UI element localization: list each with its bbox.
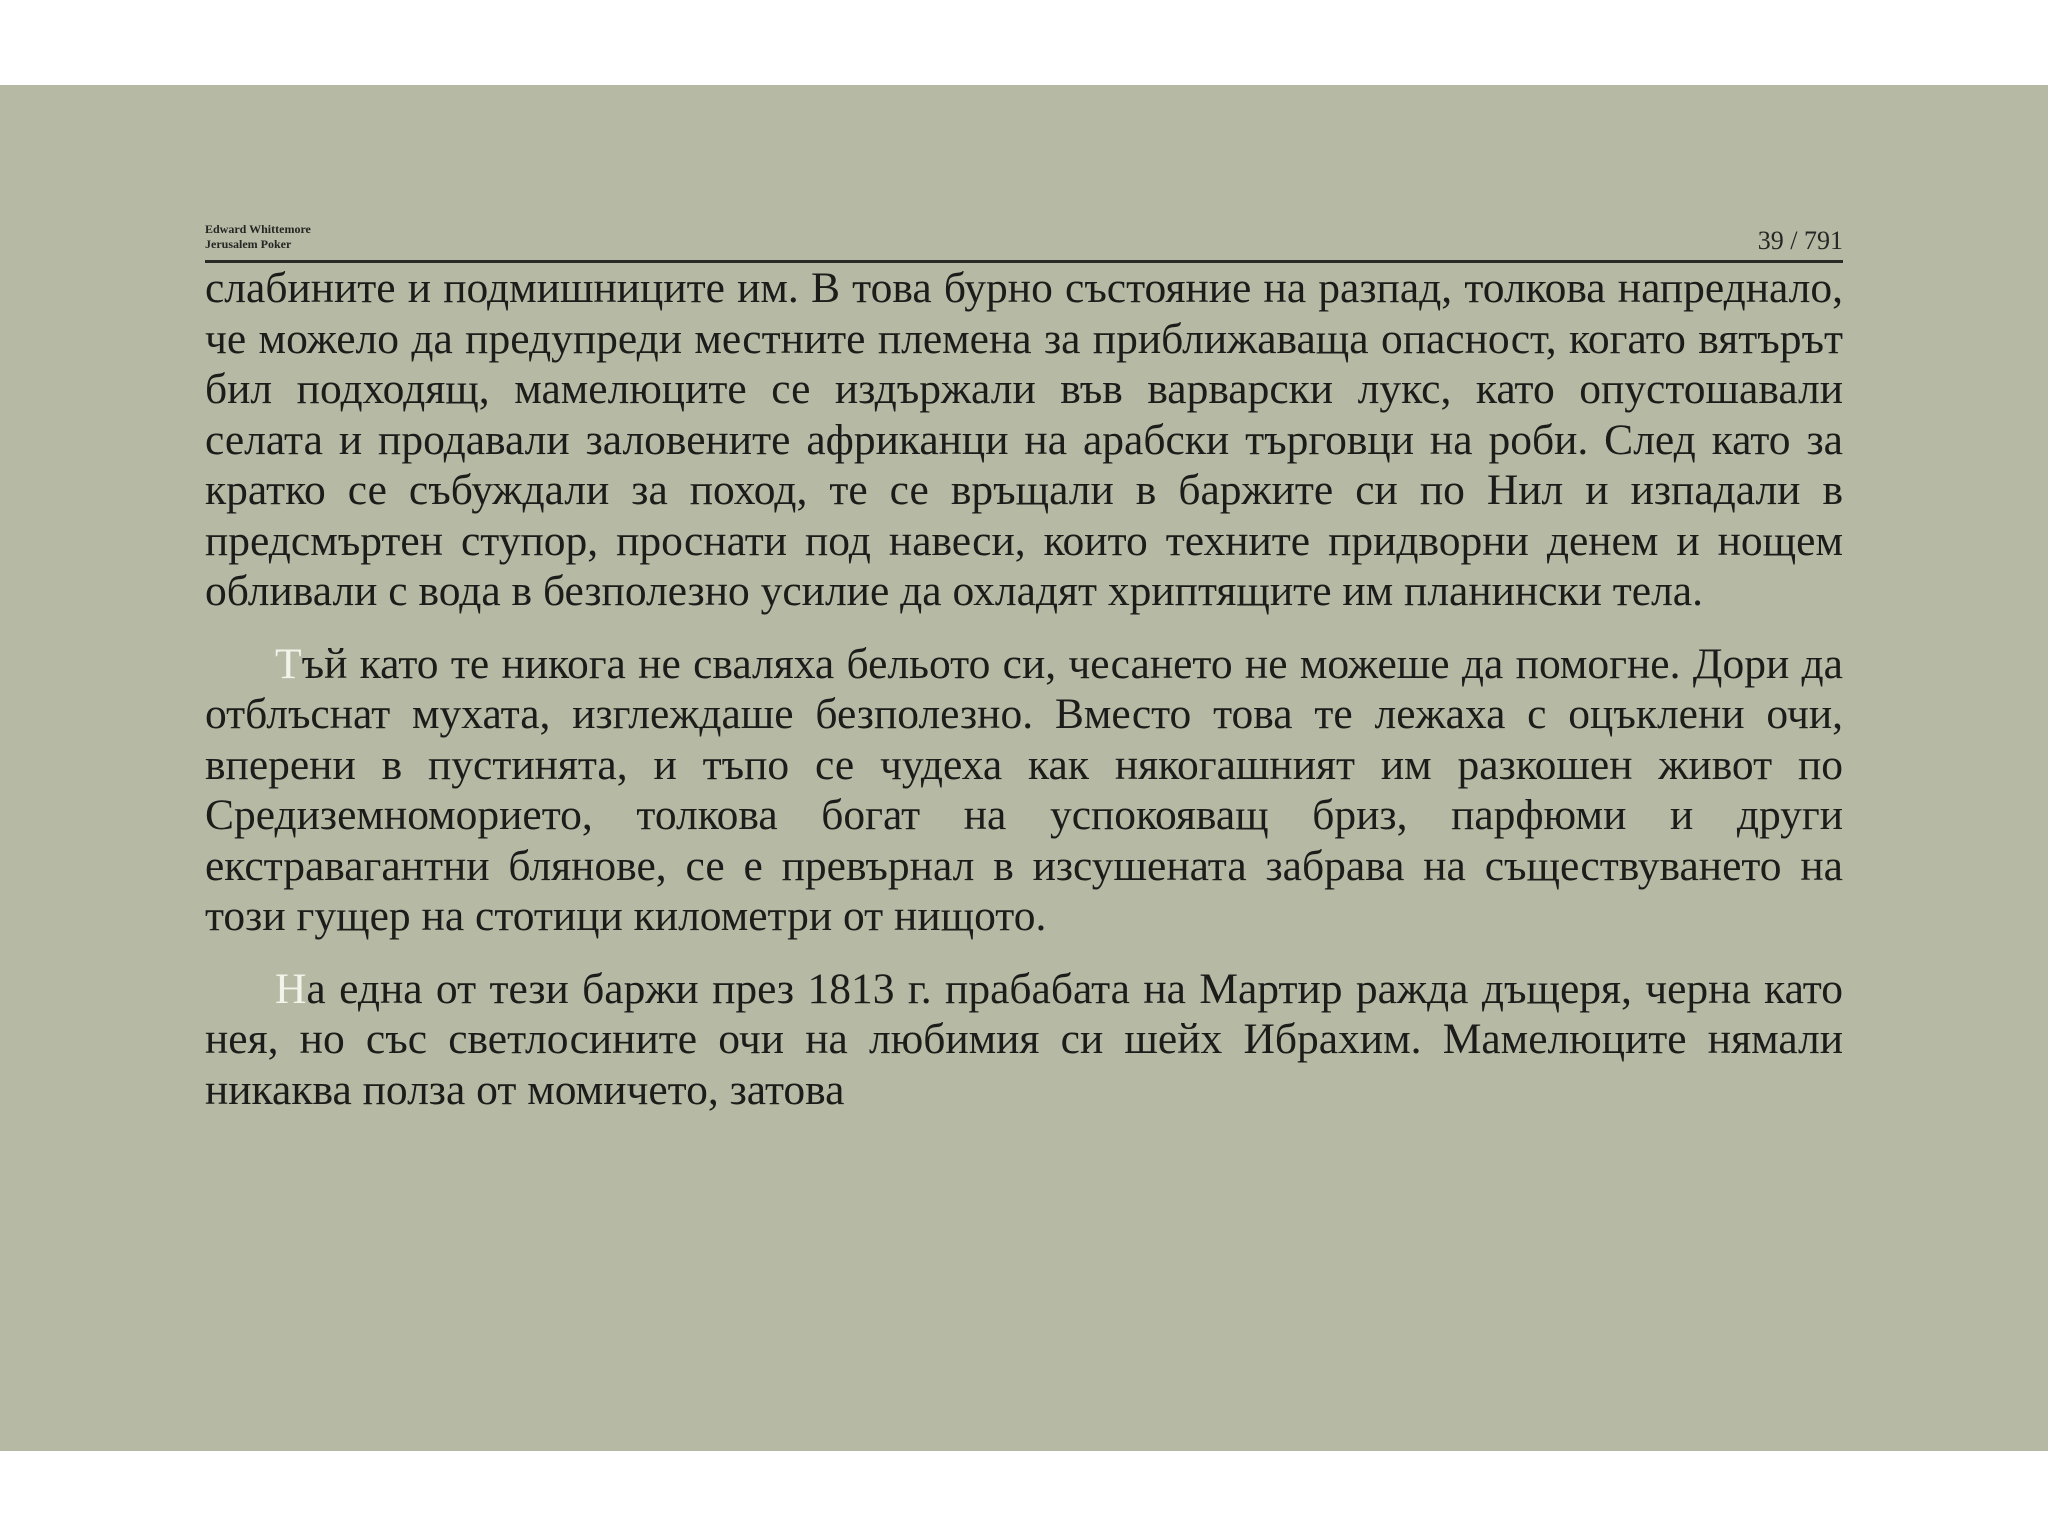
paragraph-initial: Т xyxy=(275,639,302,688)
book-meta xyxy=(205,222,311,252)
paragraph-initial: Н xyxy=(275,964,307,1013)
paragraph-text: а една от тези баржи през 1813 г. прабабата на Мартир ражда дъщеря, черна като нея, но със светлосините очи на любимия си шейх Ибрахим. Мамелюците нямали никаква полза от момичето, затова xyxy=(205,964,1843,1114)
book-title: Jerusalem Poker xyxy=(205,237,292,251)
paragraph-text: ъй като те никога не сваляха бельото си, чесането не можеше да помогне. Дори да отблъснат мухата, изглеждаше безполезно. Вместо това те лежаха с оцъклени очи, вперени в пустинята, и тъпо се чудеха как някогашният им разкошен живот по Средиземноморието, толкова богат на успокояващ бриз, парфюми и други екстравагантни блянове, се е превърнал в изсушената забрава на съществуването на този гущер на стотици километри от нищото. xyxy=(205,639,1843,940)
paragraph xyxy=(205,639,1843,942)
paragraph-text: слабините и подмишниците им. В това бурно състояние на разпад, толкова напреднало, че можело да предупреди местните племена за приближаваща опасност, когато вятърът бил подходящ, мамелюците се издържали във варварски лукс, като опустошавали селата и продавали заловените африканци на арабски търговци на роби. След като за кратко се събуждали за поход, те се връщали в баржите си по Нил и изпадали в предсмъртен ступор, проснати под навеси, които техните придворни денем и нощем обливали с вода в безполезно усилие да охладят хриптящите им планински тела. xyxy=(205,264,1843,615)
page-header xyxy=(205,138,1843,263)
author-name: Edward Whittemore xyxy=(205,222,311,236)
book-text xyxy=(205,263,1843,1137)
paragraph xyxy=(205,964,1843,1116)
page-indicator: 39 / 791 xyxy=(1757,226,1843,255)
paragraph xyxy=(205,263,1843,617)
